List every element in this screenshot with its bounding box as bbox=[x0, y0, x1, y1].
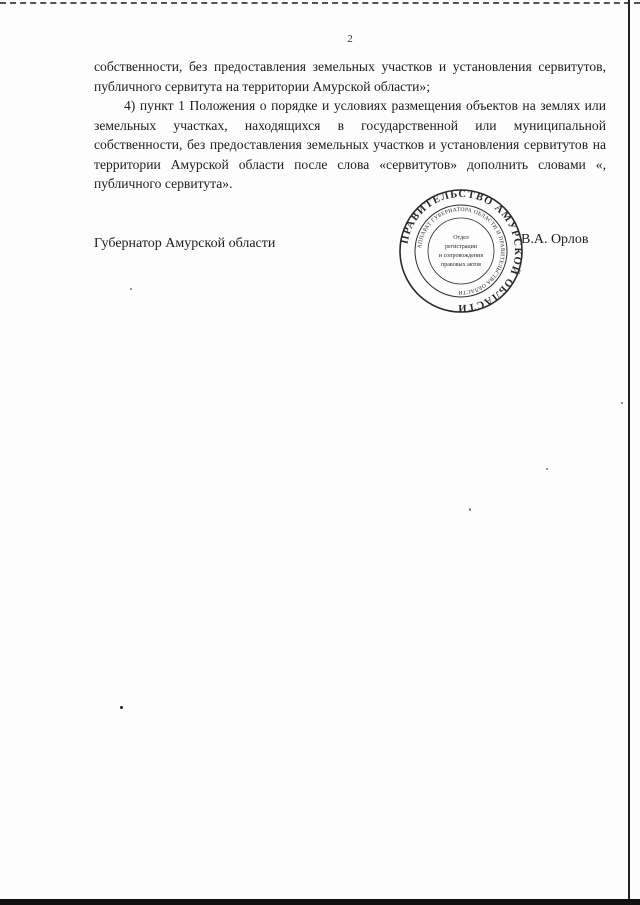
scan-edge-bottom bbox=[0, 899, 640, 905]
seal-center-line-4: правовых актов bbox=[441, 262, 481, 268]
scan-speck bbox=[546, 468, 548, 470]
seal-center-line-2: регистрации bbox=[445, 244, 477, 250]
scan-speck bbox=[469, 508, 471, 511]
paragraph-item-4: 4) пункт 1 Положения о порядке и условиях размещения объектов на землях или земельных участках, находящихся в государственной или муниципальной собственности, без предоставления земельных участков и установления сервитутов на территории Амурской области после слова «сервитутов» дополнить словами «, публичного сервитута». bbox=[94, 98, 606, 191]
scan-edge-top bbox=[0, 2, 640, 4]
scan-edge-right bbox=[628, 0, 630, 905]
seal-inner-ring bbox=[428, 218, 494, 284]
seal-center-line-3: и сопровождения bbox=[438, 253, 484, 259]
scan-speck bbox=[120, 706, 123, 709]
document-body bbox=[94, 57, 606, 194]
page-number: 2 bbox=[347, 33, 353, 45]
seal-inner-text: АППАРАТ ГУБЕРНАТОРА ОБЛАСТИ И ПРАВИТЕЛЬСТВА ОБЛАСТИ bbox=[417, 206, 506, 296]
signatory-name: В.А. Орлов bbox=[521, 232, 589, 247]
paragraph-continuation: собственности, без предоставления земельных участков и установления сервитутов, публичного сервитута на территории Амурской области»; bbox=[94, 59, 606, 94]
seal-outer-text: ПРАВИТЕЛЬСТВО АМУРСКОЙ ОБЛАСТИ bbox=[399, 188, 524, 314]
official-seal-stamp bbox=[398, 188, 524, 314]
seal-middle-ring bbox=[415, 205, 507, 297]
seal-center-line-1: Отдел bbox=[453, 235, 469, 241]
scan-speck bbox=[130, 288, 132, 290]
scan-speck bbox=[621, 402, 623, 404]
signatory-title: Губернатор Амурской области bbox=[94, 236, 276, 251]
